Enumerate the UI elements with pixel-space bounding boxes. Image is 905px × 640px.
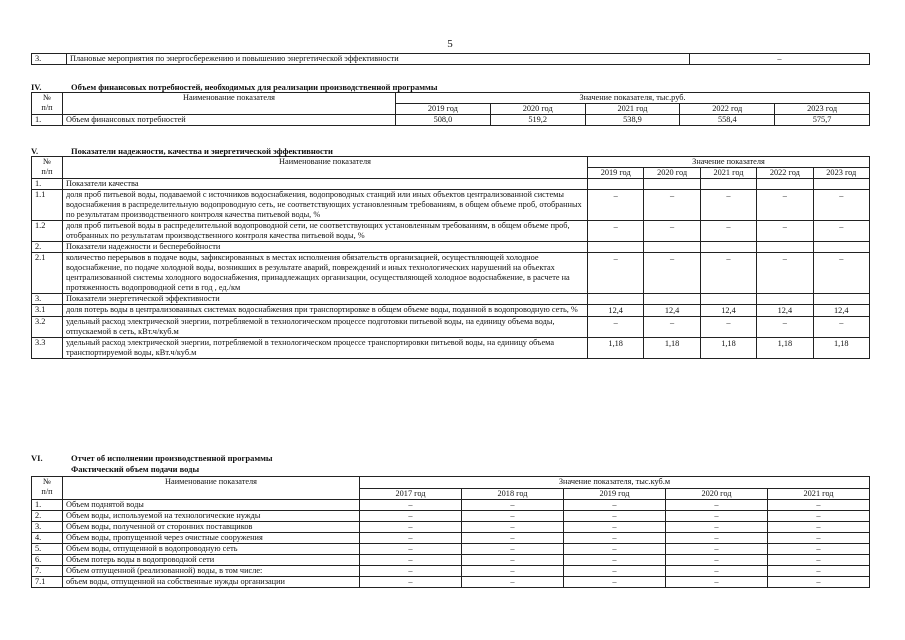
row-name: Плановые мероприятия по энергосбережению и повышению энергетической эффективности — [67, 54, 690, 65]
row-name: Объем воды, используемой на технологические нужды — [63, 511, 360, 522]
row-value: – — [564, 566, 666, 577]
column-header-name: Наименование показателя — [63, 477, 360, 500]
section-number: V. — [31, 146, 39, 156]
year-header: 2019 год — [588, 168, 644, 179]
financial-needs-table — [31, 92, 870, 126]
row-value: – — [564, 555, 666, 566]
table-row — [32, 221, 870, 242]
row-value: – — [462, 555, 564, 566]
row-value: – — [360, 500, 462, 511]
row-value: – — [813, 221, 869, 242]
year-header: 2023 год — [775, 104, 870, 115]
year-header: 2019 год — [396, 104, 491, 115]
row-number: 3.3 — [32, 338, 63, 359]
table-row — [32, 242, 870, 253]
table-row — [32, 533, 870, 544]
row-value: – — [813, 317, 869, 338]
section-title: Отчет об исполнении производственной программы — [71, 453, 273, 463]
row-value: – — [813, 253, 869, 294]
water-supply-table — [31, 476, 870, 588]
row-value: 12,4 — [588, 305, 644, 317]
column-header-number: № п/п — [32, 477, 63, 500]
row-value: – — [644, 253, 700, 294]
table-row — [32, 577, 870, 588]
row-name: Объем воды, пропущенной через очистные сооружения — [63, 533, 360, 544]
row-value — [700, 179, 756, 190]
year-header: 2023 год — [813, 168, 869, 179]
row-value: – — [768, 500, 870, 511]
row-value: – — [666, 544, 768, 555]
row-value: – — [462, 511, 564, 522]
row-value: – — [768, 511, 870, 522]
row-value: – — [360, 522, 462, 533]
row-value: – — [757, 253, 813, 294]
row-name: доля потерь воды в централизованных системах водоснабжения при транспортировке в общем объеме воды, поданной в водопроводную сеть, % — [63, 305, 588, 317]
row-number: 1.2 — [32, 221, 63, 242]
table-row — [32, 294, 870, 305]
row-value: – — [588, 317, 644, 338]
row-name: Объем финансовых потребностей — [63, 115, 396, 126]
row-value: – — [644, 190, 700, 221]
row-value: – — [700, 253, 756, 294]
row-value: 12,4 — [757, 305, 813, 317]
row-value: – — [360, 555, 462, 566]
row-value — [588, 179, 644, 190]
year-header: 2021 год — [700, 168, 756, 179]
row-number: 1. — [32, 179, 63, 190]
row-value: – — [462, 577, 564, 588]
table-row — [32, 54, 870, 65]
group-heading: Показатели надежности и бесперебойности — [63, 242, 588, 253]
row-value: – — [768, 566, 870, 577]
row-value: – — [768, 533, 870, 544]
row-value: – — [690, 54, 870, 65]
row-value: – — [666, 511, 768, 522]
column-header-values: Значение показателя, тыс.куб.м — [360, 477, 870, 489]
row-value — [700, 294, 756, 305]
row-value: – — [564, 544, 666, 555]
row-value: – — [700, 221, 756, 242]
column-header-values: Значение показателя — [588, 157, 870, 168]
table-row — [32, 522, 870, 533]
row-value: – — [666, 533, 768, 544]
row-value: – — [462, 566, 564, 577]
year-header: 2019 год — [564, 489, 666, 500]
row-value: – — [588, 190, 644, 221]
row-number: 1. — [32, 500, 63, 511]
row-number: 3. — [32, 294, 63, 305]
year-header: 2020 год — [644, 168, 700, 179]
column-header-name: Наименование показателя — [63, 157, 588, 179]
row-value: 575,7 — [775, 115, 870, 126]
page-number: 5 — [447, 38, 453, 50]
row-value: – — [700, 190, 756, 221]
row-number: 6. — [32, 555, 63, 566]
year-header: 2017 год — [360, 489, 462, 500]
row-number: 5. — [32, 544, 63, 555]
section-title: Объем финансовых потребностей, необходимых для реализации производственной программы — [71, 82, 438, 92]
row-value — [813, 294, 869, 305]
row-value: – — [666, 577, 768, 588]
row-number: 7. — [32, 566, 63, 577]
year-header: 2020 год — [666, 489, 768, 500]
row-value — [757, 242, 813, 253]
row-value: – — [588, 221, 644, 242]
row-value: – — [588, 253, 644, 294]
table-row — [32, 555, 870, 566]
table-row — [32, 566, 870, 577]
row-value: – — [360, 533, 462, 544]
row-value: 1,18 — [700, 338, 756, 359]
row-value: – — [462, 522, 564, 533]
year-header: 2021 год — [585, 104, 680, 115]
row-value — [588, 242, 644, 253]
row-value: 558,4 — [680, 115, 775, 126]
group-heading: Показатели энергетической эффективности — [63, 294, 588, 305]
row-value — [813, 242, 869, 253]
row-value: 1,18 — [588, 338, 644, 359]
table-row — [32, 500, 870, 511]
header-row — [32, 477, 870, 489]
row-name: Объем отпущенной (реализованной) воды, в том числе: — [63, 566, 360, 577]
column-header-values: Значение показателя, тыс.руб. — [396, 93, 870, 104]
row-value: – — [360, 566, 462, 577]
row-value: – — [360, 544, 462, 555]
row-name: Объем воды, полученной от сторонних поставщиков — [63, 522, 360, 533]
row-value: – — [768, 522, 870, 533]
section-title: Показатели надежности, качества и энергетической эффективности — [71, 146, 333, 156]
table-row — [32, 115, 870, 126]
row-value: 1,18 — [813, 338, 869, 359]
column-header-number: № п/п — [32, 157, 63, 179]
row-value: – — [757, 317, 813, 338]
row-value: – — [768, 577, 870, 588]
row-value — [700, 242, 756, 253]
row-value: – — [564, 577, 666, 588]
row-value: – — [757, 190, 813, 221]
row-value: 1,18 — [644, 338, 700, 359]
row-value: – — [666, 555, 768, 566]
row-name: удельный расход электрической энергии, потребляемой в технологическом процессе транспортировки питьевой воды, на единицу объема транспортируемой воды, кВт.ч/куб.м — [63, 338, 588, 359]
row-name: удельный расход электрической энергии, потребляемой в технологическом процессе подготовки питьевой воды, на единицу объема воды, отпускаемой в сеть, кВт.ч/куб.м — [63, 317, 588, 338]
header-row — [32, 93, 870, 104]
row-value: 12,4 — [700, 305, 756, 317]
row-number: 7.1 — [32, 577, 63, 588]
row-value: – — [360, 577, 462, 588]
row-number: 3.1 — [32, 305, 63, 317]
row-value: – — [700, 317, 756, 338]
row-name: Объем потерь воды в водопроводной сети — [63, 555, 360, 566]
row-number: 2. — [32, 511, 63, 522]
year-header: 2020 год — [490, 104, 585, 115]
table-row — [32, 253, 870, 294]
year-header: 2022 год — [680, 104, 775, 115]
row-value: – — [644, 221, 700, 242]
row-value — [644, 294, 700, 305]
row-value — [757, 179, 813, 190]
top-row-table — [31, 53, 870, 65]
row-value: – — [644, 317, 700, 338]
year-header: 2021 год — [768, 489, 870, 500]
row-number: 2.1 — [32, 253, 63, 294]
column-header-number: № п/п — [32, 93, 63, 115]
section-number: VI. — [31, 453, 43, 463]
row-number: 2. — [32, 242, 63, 253]
table-row — [32, 338, 870, 359]
row-value: – — [564, 500, 666, 511]
row-number: 4. — [32, 533, 63, 544]
row-value: – — [666, 566, 768, 577]
row-value — [588, 294, 644, 305]
table-row — [32, 179, 870, 190]
group-heading: Показатели качества — [63, 179, 588, 190]
row-value: 508,0 — [396, 115, 491, 126]
row-value: – — [564, 522, 666, 533]
table-row — [32, 511, 870, 522]
row-value: – — [462, 544, 564, 555]
row-number: 3.2 — [32, 317, 63, 338]
row-name: Объем воды, отпущенной в водопроводную сеть — [63, 544, 360, 555]
row-value: – — [666, 522, 768, 533]
reliability-table — [31, 156, 870, 359]
row-value: – — [462, 533, 564, 544]
row-name: объем воды, отпущенной на собственные нужды организации — [63, 577, 360, 588]
section-subtitle: Фактический объем подачи воды — [71, 464, 200, 474]
table-row — [32, 317, 870, 338]
year-header: 2022 год — [757, 168, 813, 179]
row-value: 519,2 — [490, 115, 585, 126]
row-value: 1,18 — [757, 338, 813, 359]
row-value: – — [564, 533, 666, 544]
row-value: – — [666, 500, 768, 511]
row-name: доля проб питьевой воды в распределительной водопроводной сети, не соответствующих установленным требованиям, в общем объеме проб, отобранных по результатам производственного контроля качества питьевой воды, % — [63, 221, 588, 242]
table-row — [32, 190, 870, 221]
row-name: Объем поднятой воды — [63, 500, 360, 511]
header-row — [32, 157, 870, 168]
row-number: 3. — [32, 522, 63, 533]
row-number: 1.1 — [32, 190, 63, 221]
row-value: – — [462, 500, 564, 511]
row-value: 538,9 — [585, 115, 680, 126]
row-number: 3. — [32, 54, 67, 65]
row-number: 1. — [32, 115, 63, 126]
row-name: доля проб питьевой воды, подаваемой с источников водоснабжения, водопроводных станций или иных объектов централизованной системы водоснабжения в распределительную водопроводную сеть, не соответствующих установленным требованиям, в общем объеме проб, отобранных по результатам производственного контроля качества питьевой воды, % — [63, 190, 588, 221]
row-value: – — [360, 511, 462, 522]
table-row — [32, 544, 870, 555]
row-value — [644, 242, 700, 253]
column-header-name: Наименование показателя — [63, 93, 396, 115]
row-value: – — [768, 555, 870, 566]
row-value — [813, 179, 869, 190]
row-value: – — [813, 190, 869, 221]
row-value: – — [757, 221, 813, 242]
row-value: 12,4 — [644, 305, 700, 317]
row-value: – — [564, 511, 666, 522]
row-value — [757, 294, 813, 305]
row-name: количество перерывов в подаче воды, зафиксированных в местах исполнения обязательств организацией, осуществляющей холодное водоснабжение, по подаче холодной воды, возникших в результате аварий, повреждений и иных технологических нарушений на объектах централизованной системы холодного водоснабжения, принадлежащих организации, осуществляющей холодное водоснабжение, в расчете на протяженность водопроводной сети в год , ед./км — [63, 253, 588, 294]
row-value: 12,4 — [813, 305, 869, 317]
row-value — [644, 179, 700, 190]
year-header: 2018 год — [462, 489, 564, 500]
table-row — [32, 305, 870, 317]
row-value: – — [768, 544, 870, 555]
section-number: IV. — [31, 82, 42, 92]
